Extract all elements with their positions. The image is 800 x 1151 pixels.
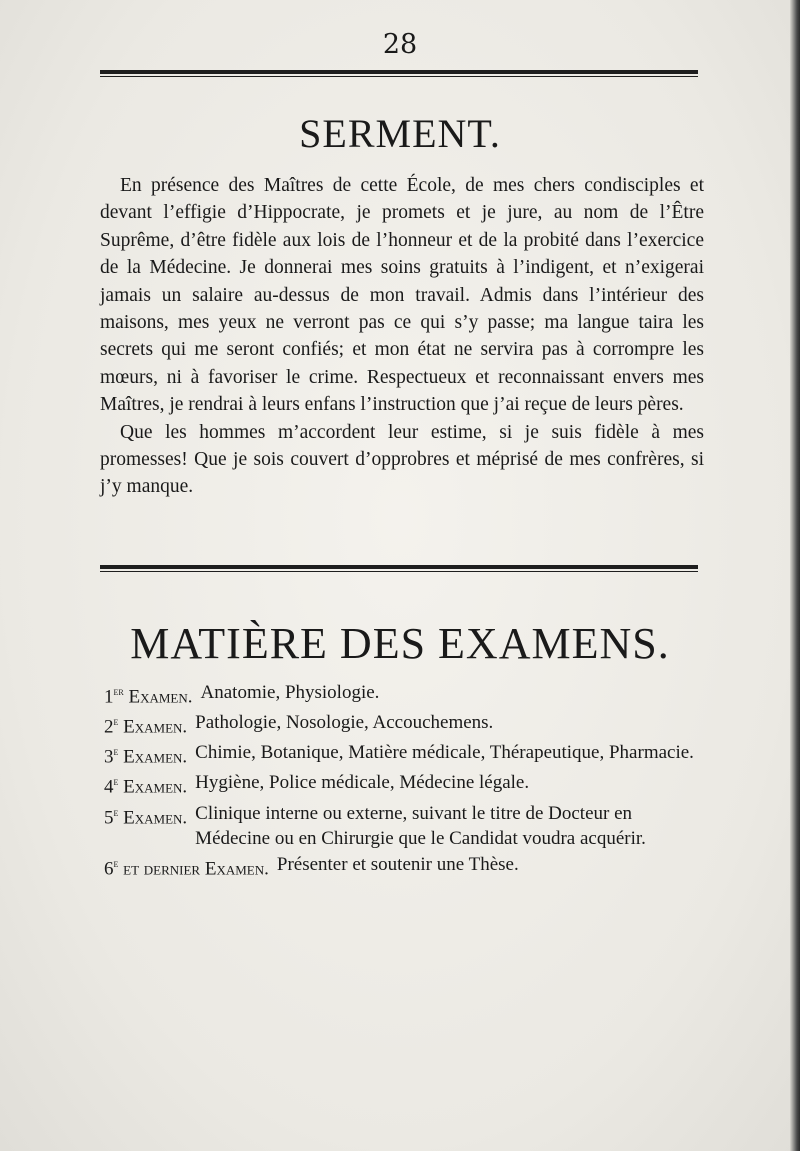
exam-subjects: Anatomie, Physiologie. xyxy=(200,682,380,703)
exam-list xyxy=(104,680,708,882)
exam-label: 2e Examen. xyxy=(104,716,188,738)
page-number: 28 xyxy=(382,29,418,60)
exam-item-5 xyxy=(104,801,708,853)
middle-double-rule xyxy=(100,565,698,569)
exam-item-4 xyxy=(104,770,708,800)
exam-label: 6e et dernier Examen. xyxy=(104,858,269,880)
book-spine-edge xyxy=(790,0,800,1151)
serment-paragraph-2: Que les hommes m’accordent leur estime, si je suis fidèle à mes promesses! Que je sois couvert d’opprobres et méprisé de mes confrères, si j’y manque. xyxy=(100,421,704,498)
exam-subjects: Présenter et soutenir une Thèse. xyxy=(276,854,519,876)
top-double-rule xyxy=(100,70,698,74)
exam-subjects: Hygiène, Police médicale, Médecine légale. xyxy=(195,772,530,794)
exam-subjects: Pathologie, Nosologie, Accouchemens. xyxy=(195,712,494,734)
exam-label: 5e Examen. xyxy=(104,806,188,828)
exam-label: 1er Examen. xyxy=(104,686,193,708)
exam-item-3 xyxy=(104,740,708,770)
exam-subjects: Clinique interne ou externe, suivant le titre de Docteur en Médecine ou en Chirurgie que le Candidat voudra acquérir. xyxy=(195,802,646,850)
exam-item-1 xyxy=(104,680,708,710)
exam-item-6 xyxy=(104,852,708,882)
exam-label: 4e Examen. xyxy=(104,776,188,798)
serment-body xyxy=(100,172,704,501)
exam-subjects: Chimie, Botanique, Matière médicale, Thérapeutique, Pharmacie. xyxy=(195,742,694,764)
serment-title: SERMENT. xyxy=(299,111,501,156)
matiere-title: MATIÈRE DES EXAMENS. xyxy=(130,619,670,668)
exam-item-2 xyxy=(104,710,708,740)
serment-paragraph-1: En présence des Maîtres de cette École, de mes chers condisciples et devant l’effigie d’Hippocrate, je promets et je jure, au nom de l’Être Suprême, d’être fidèle aux lois de l’honneur et de la probité dans l’exercice de la Médecine. Je donnerai mes soins gratuits à l’indigent, et n’exigerai jamais un salaire au-dessus de mon travail. Admis dans l’intérieur des maisons, mes yeux ne verront pas ce qui s’y passe; ma langue taira les secrets qui me seront confiés; et mon état ne servira pas à corrompre les mœurs, ni à favoriser le crime. Respectueux et reconnaissant envers mes Maîtres, je rendrai à leurs enfans l’instruction que j’ai reçue de leurs pères. xyxy=(100,175,704,416)
exam-label: 3e Examen. xyxy=(104,746,188,768)
